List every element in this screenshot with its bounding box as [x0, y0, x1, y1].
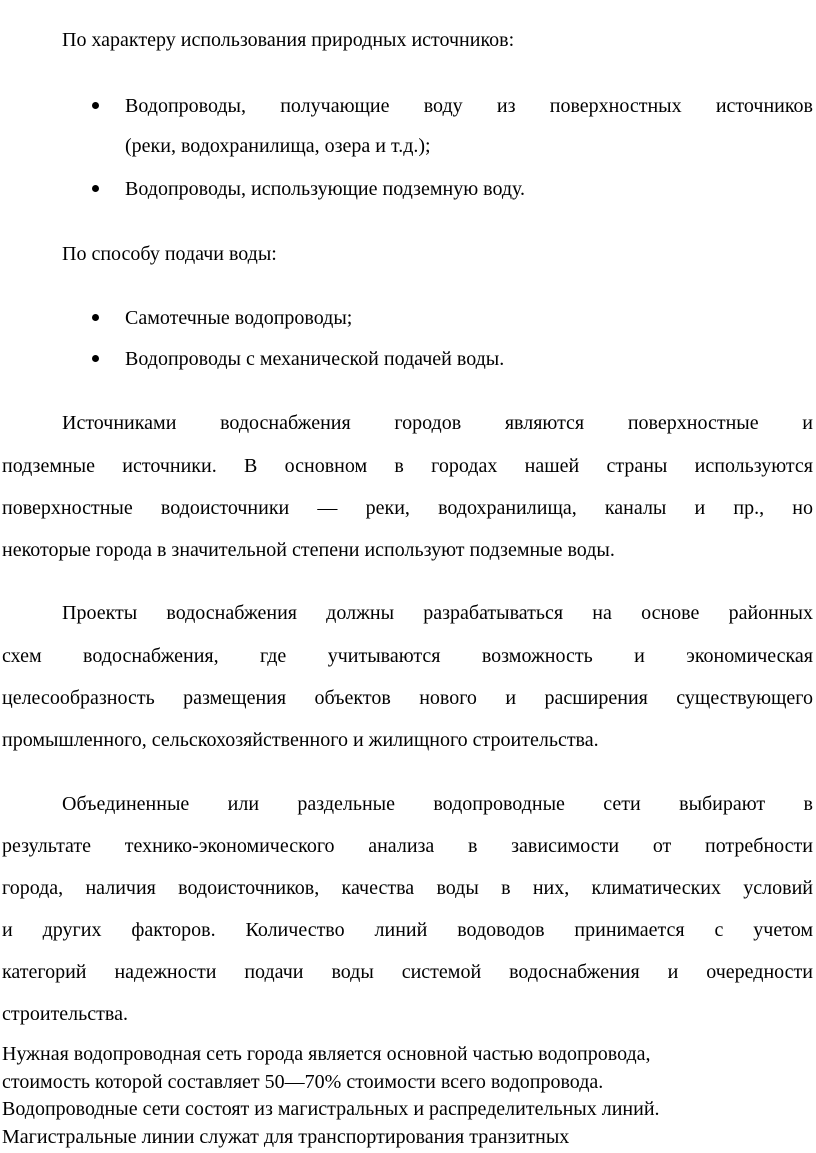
- paragraph-line: Объединенные или раздельные водопроводные сети выбирают в: [62, 793, 813, 815]
- paragraph-line: промышленного, сельскохозяйственного и жилищного строительства.: [2, 729, 599, 751]
- bullet-icon: [92, 185, 99, 192]
- list-heading: По способу подачи воды:: [62, 243, 277, 265]
- list-item: Водопроводы с механической подачей воды.: [125, 348, 505, 370]
- paragraph-line: целесообразность размещения объектов нового и расширения существующего: [2, 687, 813, 709]
- tail-line: Нужная водопроводная сеть города является основной частью водопровода,: [2, 1043, 651, 1065]
- paragraph-line: Проекты водоснабжения должны разрабатываться на основе районных: [62, 602, 813, 624]
- list-heading: По характеру использования природных источников:: [62, 29, 515, 51]
- tail-line: Водопроводные сети состоят из магистральных и распределительных линий.: [2, 1098, 660, 1120]
- paragraph-line: города, наличия водоисточников, качества воды в них, климатических условий: [2, 877, 813, 899]
- list-item: Водопроводы, получающие воду из поверхностных источников: [125, 95, 813, 117]
- tail-line: стоимость которой составляет 50—70% стоимости всего водопровода.: [2, 1071, 604, 1093]
- paragraph-line: строительства.: [2, 1003, 128, 1025]
- bullet-icon: [92, 102, 99, 109]
- tail-line: Магистральные линии служат для транспортирования транзитных: [2, 1126, 570, 1148]
- paragraph-line: Источниками водоснабжения городов являются поверхностные и: [62, 412, 813, 434]
- paragraph-line: и других факторов. Количество линий водоводов принимается с учетом: [2, 919, 813, 941]
- list-item: Самотечные водопроводы;: [125, 307, 353, 329]
- paragraph-line: некоторые города в значительной степени используют подземные воды.: [2, 539, 615, 561]
- bullet-icon: [92, 355, 99, 362]
- paragraph-line: подземные источники. В основном в городах нашей страны используются: [2, 455, 813, 477]
- list-item-continuation: (реки, водохранилища, озера и т.д.);: [125, 135, 431, 157]
- paragraph-line: поверхностные водоисточники — реки, водохранилища, каналы и пр., но: [2, 497, 813, 519]
- bullet-icon: [92, 314, 99, 321]
- list-item: Водопроводы, использующие подземную воду.: [125, 178, 526, 200]
- paragraph-line: схем водоснабжения, где учитываются возможность и экономическая: [2, 645, 813, 667]
- paragraph-line: результате технико-экономического анализа в зависимости от потребности: [2, 835, 813, 857]
- paragraph-line: категорий надежности подачи воды системой водоснабжения и очередности: [2, 961, 813, 983]
